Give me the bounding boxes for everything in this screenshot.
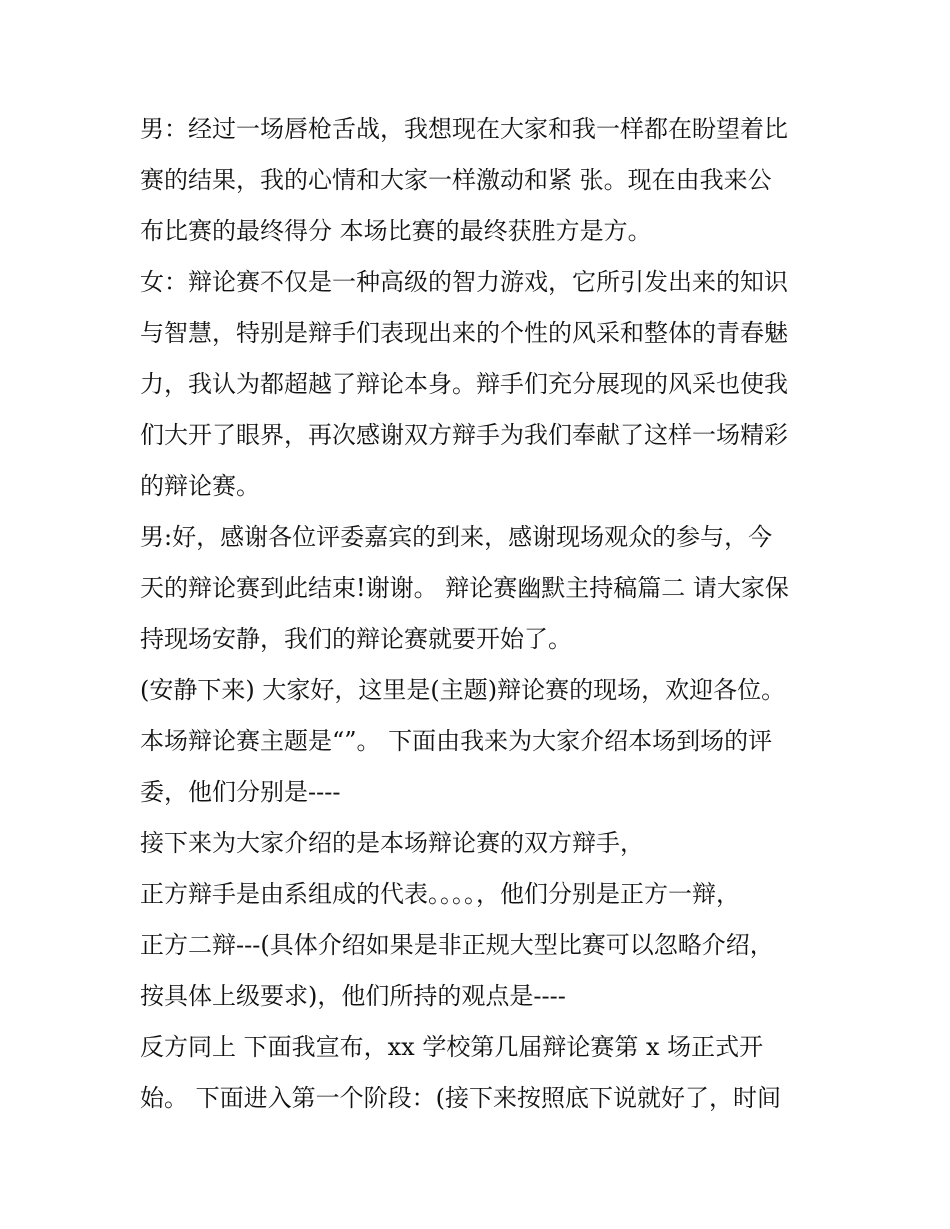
text-line: (安静下来) 大家好，这里是(主题)辩论赛的现场，欢迎各位。	[140, 676, 786, 704]
text-line: 的辩论赛。	[140, 472, 260, 500]
text-line: 男:好，感谢各位评委嘉宾的到来，感谢现场观众的参与，今	[140, 523, 773, 551]
text-line: 接下来为大家介绍的是本场辩论赛的双方辩手，	[140, 829, 644, 857]
text-line: 与智慧，特别是辩手们表现出来的个性的风采和整体的青春魅	[140, 319, 788, 347]
text-line: 反方同上 下面我宣布，xx 学校第几届辩论赛第 x 场正式开	[140, 1033, 764, 1061]
text-line: 始。 下面进入第一个阶段：(接下来按照底下说就好了，时间	[140, 1084, 781, 1112]
text-line: 男：经过一场唇枪舌战，我想现在大家和我一样都在盼望着比	[140, 115, 788, 143]
text-line: 正方辩手是由系组成的代表。。。。，他们分别是正方一辩，	[140, 880, 740, 908]
text-line: 赛的结果，我的心情和大家一样激动和紧 张。现在由我来公	[140, 166, 772, 194]
text-line: 按具体上级要求)，他们所持的观点是----	[140, 982, 566, 1010]
text-line: 们大开了眼界，再次感谢双方辩手为我们奉献了这样一场精彩	[140, 421, 788, 449]
text-line: 女：辩论赛不仅是一种高级的智力游戏，它所引发出来的知识	[140, 268, 788, 296]
text-line: 布比赛的最终得分 本场比赛的最终获胜方是方。	[140, 217, 652, 245]
text-line: 力，我认为都超越了辩论本身。辩手们充分展现的风采也使我	[140, 370, 788, 398]
text-line: 委，他们分别是----	[140, 778, 341, 806]
text-line: 本场辩论赛主题是“”。 下面由我来为大家介绍本场到场的评	[140, 727, 773, 755]
text-line: 持现场安静，我们的辩论赛就要开始了。	[140, 625, 572, 653]
text-line: 正方二辩---(具体介绍如果是非正规大型比赛可以忽略介绍，	[140, 931, 774, 959]
document-body	[140, 104, 820, 1124]
text-line: 天的辩论赛到此结束!谢谢。 辩论赛幽默主持稿篇二 请大家保	[140, 574, 789, 602]
